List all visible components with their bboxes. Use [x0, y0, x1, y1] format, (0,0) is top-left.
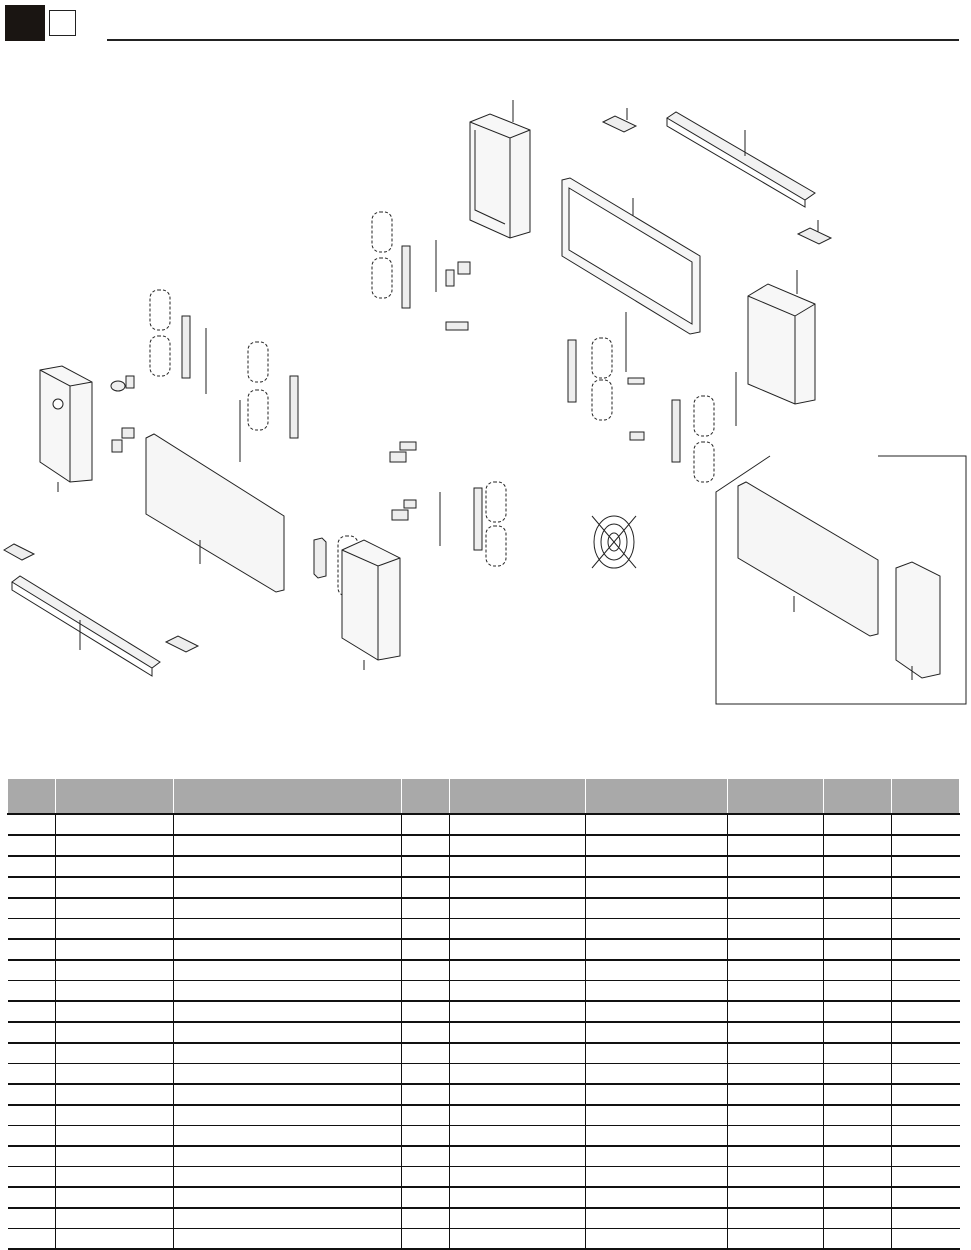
table-cell	[8, 814, 56, 835]
table-row	[8, 1043, 960, 1064]
col-header	[450, 779, 586, 814]
table-cell	[824, 919, 892, 940]
table-cell	[824, 960, 892, 981]
table-cell	[728, 939, 824, 960]
table-cell	[174, 1043, 402, 1064]
table-cell	[450, 814, 586, 835]
table-row	[8, 1167, 960, 1188]
table-cell	[56, 1001, 174, 1022]
table-cell	[402, 877, 450, 898]
table-cell	[402, 898, 450, 919]
table-cell	[402, 814, 450, 835]
table-cell	[450, 981, 586, 1002]
table-cell	[586, 898, 728, 919]
table-cell	[586, 856, 728, 877]
table-cell	[728, 1064, 824, 1085]
table-cell	[174, 960, 402, 981]
table-cell	[56, 898, 174, 919]
plate-part-1	[603, 108, 636, 132]
table-cell	[56, 1208, 174, 1229]
table-cell	[450, 1208, 586, 1229]
table-cell	[892, 1187, 960, 1208]
table-cell	[8, 898, 56, 919]
table-cell	[402, 1146, 450, 1167]
table-cell	[824, 1001, 892, 1022]
table-cell	[586, 1167, 728, 1188]
col-header	[8, 779, 56, 814]
table-cell	[450, 1022, 586, 1043]
table-cell	[450, 919, 586, 940]
table-cell	[56, 919, 174, 940]
table-cell	[8, 981, 56, 1002]
table-cell	[174, 1105, 402, 1126]
table-cell	[56, 1126, 174, 1147]
table-cell	[824, 856, 892, 877]
table-cell	[586, 919, 728, 940]
table-cell	[728, 1146, 824, 1167]
table-cell	[402, 1126, 450, 1147]
table-cell	[892, 939, 960, 960]
table-cell	[8, 939, 56, 960]
col-header	[56, 779, 174, 814]
table-cell	[892, 1208, 960, 1229]
table-cell	[728, 877, 824, 898]
table-cell	[892, 919, 960, 940]
table-row	[8, 877, 960, 898]
table-cell	[8, 877, 56, 898]
table-cell	[174, 814, 402, 835]
table-cell	[824, 1043, 892, 1064]
table-cell	[174, 835, 402, 856]
table-cell	[892, 1043, 960, 1064]
table-cell	[450, 1001, 586, 1022]
table-cell	[586, 1022, 728, 1043]
table-cell	[56, 1105, 174, 1126]
table-cell	[892, 981, 960, 1002]
table-cell	[728, 960, 824, 981]
table-cell	[586, 1229, 728, 1250]
table-cell	[892, 1022, 960, 1043]
table-cell	[56, 835, 174, 856]
table-cell	[56, 1146, 174, 1167]
table-cell	[728, 1001, 824, 1022]
table-cell	[402, 1229, 450, 1250]
table-cell	[174, 1064, 402, 1085]
col-header	[824, 779, 892, 814]
upper-cabinet-part	[470, 100, 530, 238]
table-row	[8, 1146, 960, 1167]
table-cell	[824, 1146, 892, 1167]
table-cell	[56, 981, 174, 1002]
table-cell	[450, 1043, 586, 1064]
table-cell	[824, 1187, 892, 1208]
table-cell	[402, 835, 450, 856]
table-cell	[824, 1208, 892, 1229]
table-cell	[174, 1001, 402, 1022]
table-cell	[8, 1001, 56, 1022]
table-cell	[450, 835, 586, 856]
table-cell	[728, 1126, 824, 1147]
right-cabinet-part	[748, 270, 815, 404]
table-cell	[174, 919, 402, 940]
table-cell	[450, 939, 586, 960]
table-cell	[174, 1208, 402, 1229]
table-cell	[892, 1126, 960, 1147]
table-cell	[402, 1187, 450, 1208]
table-cell	[586, 1064, 728, 1085]
left-cabinet-part	[40, 366, 92, 492]
table-cell	[824, 1084, 892, 1105]
table-cell	[450, 898, 586, 919]
table-cell	[450, 1084, 586, 1105]
table-cell	[174, 1167, 402, 1188]
table-row	[8, 1022, 960, 1043]
table-cell	[586, 960, 728, 981]
table-cell	[824, 1126, 892, 1147]
col-header	[892, 779, 960, 814]
table-cell	[892, 877, 960, 898]
table-cell	[174, 1084, 402, 1105]
section-tab-dark	[5, 5, 45, 41]
table-row	[8, 1084, 960, 1105]
table-cell	[450, 1105, 586, 1126]
table-row	[8, 1105, 960, 1126]
table-cell	[8, 856, 56, 877]
table-cell	[892, 898, 960, 919]
front-panel-part	[146, 434, 284, 592]
table-cell	[174, 1187, 402, 1208]
table-cell	[56, 1064, 174, 1085]
table-cell	[174, 981, 402, 1002]
bottom-plate-part-2	[166, 636, 198, 652]
table-cell	[450, 1229, 586, 1250]
table-cell	[586, 1126, 728, 1147]
table-cell	[728, 1084, 824, 1105]
table-cell	[8, 1187, 56, 1208]
table-cell	[728, 1167, 824, 1188]
table-cell	[8, 1105, 56, 1126]
table-cell	[8, 1229, 56, 1250]
cover-strip-part	[314, 538, 326, 578]
table-row	[8, 1001, 960, 1022]
parts-list-table	[7, 779, 960, 1250]
table-cell	[824, 1229, 892, 1250]
table-cell	[8, 1126, 56, 1147]
table-cell	[8, 1167, 56, 1188]
table-cell	[586, 835, 728, 856]
col-header	[728, 779, 824, 814]
table-cell	[402, 1064, 450, 1085]
table-cell	[450, 877, 586, 898]
table-cell	[728, 814, 824, 835]
table-cell	[892, 856, 960, 877]
table-cell	[56, 1167, 174, 1188]
table-row	[8, 898, 960, 919]
table-row	[8, 960, 960, 981]
table-cell	[824, 835, 892, 856]
table-cell	[824, 877, 892, 898]
fan-guard-part	[592, 516, 636, 568]
table-cell	[402, 1167, 450, 1188]
table-cell	[402, 1022, 450, 1043]
table-cell	[450, 1187, 586, 1208]
plate-part-2	[798, 220, 831, 244]
table-cell	[892, 960, 960, 981]
table-cell	[728, 919, 824, 940]
table-cell	[728, 835, 824, 856]
table-cell	[586, 1043, 728, 1064]
table-cell	[8, 919, 56, 940]
frame-panel-part	[562, 178, 700, 334]
col-header	[174, 779, 402, 814]
table-cell	[174, 898, 402, 919]
table-cell	[402, 960, 450, 981]
table-cell	[402, 1084, 450, 1105]
table-cell	[56, 939, 174, 960]
table-cell	[586, 814, 728, 835]
table-cell	[8, 1208, 56, 1229]
table-cell	[402, 981, 450, 1002]
table-cell	[56, 856, 174, 877]
table-cell	[892, 1229, 960, 1250]
table-cell	[56, 960, 174, 981]
table-cell	[824, 1105, 892, 1126]
table-cell	[728, 1043, 824, 1064]
table-cell	[728, 1022, 824, 1043]
bottom-rail-part	[12, 576, 160, 676]
table-cell	[824, 1022, 892, 1043]
table-cell	[824, 814, 892, 835]
table-cell	[450, 1126, 586, 1147]
table-cell	[586, 981, 728, 1002]
table-cell	[174, 1229, 402, 1250]
table-cell	[824, 1064, 892, 1085]
table-cell	[728, 1229, 824, 1250]
table-cell	[586, 1146, 728, 1167]
table-cell	[56, 1084, 174, 1105]
table-cell	[174, 877, 402, 898]
table-cell	[402, 1105, 450, 1126]
table-cell	[174, 1146, 402, 1167]
table-row	[8, 1126, 960, 1147]
table-cell	[586, 1208, 728, 1229]
table-cell	[402, 1043, 450, 1064]
table-cell	[892, 814, 960, 835]
table-cell	[56, 1229, 174, 1250]
table-cell	[892, 1146, 960, 1167]
section-tab-light	[49, 10, 76, 36]
table-cell	[586, 1187, 728, 1208]
table-cell	[450, 1064, 586, 1085]
lower-cabinet-part	[342, 540, 400, 670]
table-cell	[56, 1187, 174, 1208]
table-cell	[402, 919, 450, 940]
table-cell	[892, 1001, 960, 1022]
table-cell	[892, 1167, 960, 1188]
table-row	[8, 1064, 960, 1085]
table-cell	[56, 814, 174, 835]
table-cell	[450, 856, 586, 877]
col-header	[402, 779, 450, 814]
table-cell	[8, 1084, 56, 1105]
table-row	[8, 814, 960, 835]
table-cell	[174, 1126, 402, 1147]
col-header	[586, 779, 728, 814]
table-cell	[8, 1064, 56, 1085]
bottom-plate-part-1	[4, 544, 34, 560]
table-cell	[8, 1043, 56, 1064]
table-cell	[174, 1022, 402, 1043]
table-cell	[586, 1084, 728, 1105]
table-cell	[586, 939, 728, 960]
table-cell	[728, 1208, 824, 1229]
table-cell	[402, 856, 450, 877]
table-cell	[56, 1022, 174, 1043]
table-cell	[174, 856, 402, 877]
table-cell	[892, 1084, 960, 1105]
table-row	[8, 856, 960, 877]
table-cell	[8, 1146, 56, 1167]
table-cell	[586, 877, 728, 898]
table-cell	[8, 960, 56, 981]
table-cell	[402, 1001, 450, 1022]
header-rule	[107, 39, 959, 41]
table-row	[8, 981, 960, 1002]
table-cell	[450, 1167, 586, 1188]
table-row	[8, 1187, 960, 1208]
table-row	[8, 1208, 960, 1229]
table-cell	[824, 939, 892, 960]
table-header-row	[8, 779, 960, 814]
table-cell	[728, 1187, 824, 1208]
table-cell	[450, 960, 586, 981]
table-cell	[728, 1105, 824, 1126]
top-rail-part	[667, 112, 815, 207]
table-cell	[892, 1105, 960, 1126]
table-cell	[402, 1208, 450, 1229]
table-row	[8, 919, 960, 940]
table-cell	[892, 1064, 960, 1085]
optional-parts-inset	[716, 456, 966, 704]
table-row	[8, 835, 960, 856]
table-cell	[8, 835, 56, 856]
table-cell	[892, 835, 960, 856]
table-row	[8, 1229, 960, 1250]
table-cell	[8, 1022, 56, 1043]
table-cell	[402, 939, 450, 960]
table-cell	[174, 939, 402, 960]
table-cell	[450, 1146, 586, 1167]
table-cell	[824, 981, 892, 1002]
table-cell	[824, 1167, 892, 1188]
table-cell	[728, 981, 824, 1002]
table-cell	[586, 1105, 728, 1126]
exploded-parts-diagram	[0, 60, 971, 720]
table-cell	[824, 898, 892, 919]
table-cell	[56, 1043, 174, 1064]
table-cell	[728, 898, 824, 919]
table-cell	[586, 1001, 728, 1022]
table-row	[8, 939, 960, 960]
table-cell	[728, 856, 824, 877]
table-cell	[56, 877, 174, 898]
